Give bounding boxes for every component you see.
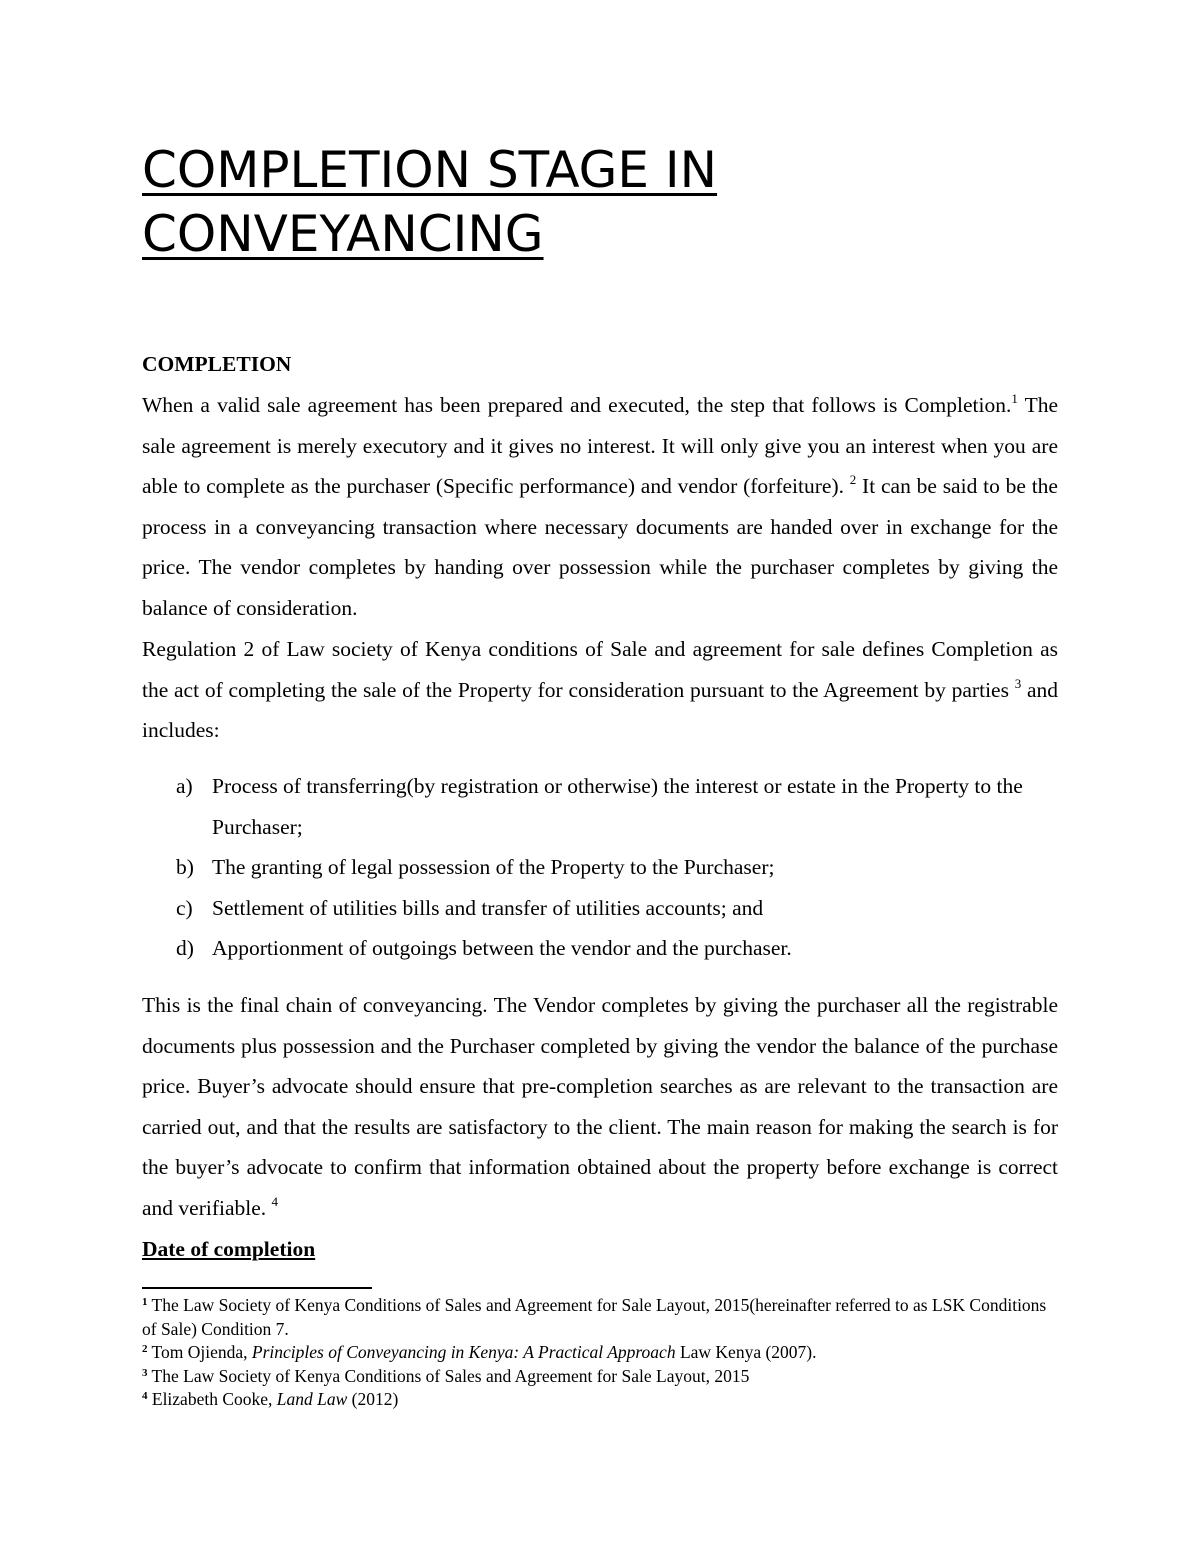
completion-includes-list — [142, 766, 1058, 969]
paragraph-2-part-a: Regulation 2 of Law society of Kenya conditions of Sale and agreement for sale defines Completion as the act of completing the sale of the Property for consideration pursuant to the Agreement by parties — [142, 637, 1058, 702]
paragraph-1-part-a: When a valid sale agreement has been prepared and executed, the step that follows is Completion. — [142, 393, 1012, 417]
footnote-3 — [142, 1365, 1058, 1389]
footnote-2-publisher: Law Kenya (2007). — [675, 1342, 817, 1362]
list-item — [142, 928, 1058, 969]
list-item-text: Apportionment of outgoings between the vendor and the purchaser. — [212, 936, 792, 961]
footnote-1-number: 1 — [142, 1296, 148, 1308]
document-title — [142, 138, 942, 266]
footnote-4-book-title: Land Law — [276, 1389, 348, 1409]
paragraph-1 — [142, 385, 1058, 629]
paragraph-3-text: This is the final chain of conveyancing. The Vendor completes by giving the purchaser all the registrable documents plus possession and the Purchaser completed by giving the vendor the balance of the purchase price. Buyer’s advocate should ensure that pre-completion searches as are relevant to the transaction are carried out, and that the results are satisfactory to the client. The main reason for making the search is for the buyer’s advocate to confirm that information obtained about the property before exchange is correct and verifiable. — [142, 993, 1058, 1220]
paragraph-2-part-b: and includes: — [142, 677, 1058, 743]
footnote-1-text: The Law Society of Kenya Conditions of Sales and Agreement for Sale Layout, 2015(hereinafter referred to as LSK Conditions of Sale) Condition 7. — [142, 1295, 1047, 1339]
paragraph-1-part-c: It can be said to be the process in a conveyancing transaction where necessary documents are handed over in exchange for the price. The vendor completes by handing over possession while the purchaser completes by giving the balance of consideration. — [142, 474, 1058, 620]
footnote-separator — [142, 1287, 372, 1289]
paragraph-1-part-b: The sale agreement is merely executory and it gives no interest. It will only give you an interest when you are able to complete as the purchaser (Specific performance) and vendor (forfeiture). — [142, 393, 1058, 499]
footnote-2-number: 2 — [142, 1343, 148, 1355]
footnotes — [142, 1294, 1058, 1412]
footnote-2-author: Tom Ojienda, — [147, 1342, 252, 1362]
footnote-4-author: Elizabeth Cooke, — [147, 1389, 277, 1409]
footnote-2 — [142, 1341, 1058, 1365]
footnote-2-book-title: Principles of Conveyancing in Kenya: A Practical Approach — [251, 1342, 676, 1362]
list-item — [142, 766, 1058, 847]
list-marker: a) — [176, 774, 193, 798]
footnote-3-text: The Law Society of Kenya Conditions of Sales and Agreement for Sale Layout, 2015 — [147, 1365, 750, 1386]
footnote-4 — [142, 1388, 1058, 1412]
paragraph-2 — [142, 629, 1058, 751]
footnote-ref-2[interactable]: 2 — [849, 472, 857, 488]
footnote-ref-3[interactable]: 3 — [1014, 675, 1022, 691]
title-line-1: COMPLETION STAGE IN — [142, 141, 718, 199]
date-of-completion-heading: Date of completion — [142, 1237, 316, 1261]
footnote-4-number: 4 — [142, 1390, 148, 1402]
footnote-ref-1[interactable]: 1 — [1011, 391, 1018, 406]
footnote-4-year: (2012) — [347, 1389, 399, 1409]
paragraph-3 — [142, 985, 1058, 1229]
footnote-3-number: 3 — [142, 1366, 148, 1379]
list-item-text: Settlement of utilities bills and transfer of utilities accounts; and — [212, 895, 764, 920]
list-item — [142, 847, 1058, 888]
title-line-2: CONVEYANCING — [142, 205, 544, 263]
list-marker: d) — [176, 936, 194, 961]
footnote-1 — [142, 1294, 1058, 1341]
list-item-text: Process of transferring(by registration or otherwise) the interest or estate in the Property to the Purchaser; — [212, 774, 1023, 839]
section-heading: COMPLETION — [142, 352, 292, 376]
list-marker: c) — [176, 895, 193, 920]
list-item — [142, 888, 1058, 929]
list-marker: b) — [176, 855, 194, 880]
list-item-text: The granting of legal possession of the Property to the Purchaser; — [212, 855, 775, 880]
footnote-ref-4[interactable]: 4 — [271, 1193, 279, 1209]
